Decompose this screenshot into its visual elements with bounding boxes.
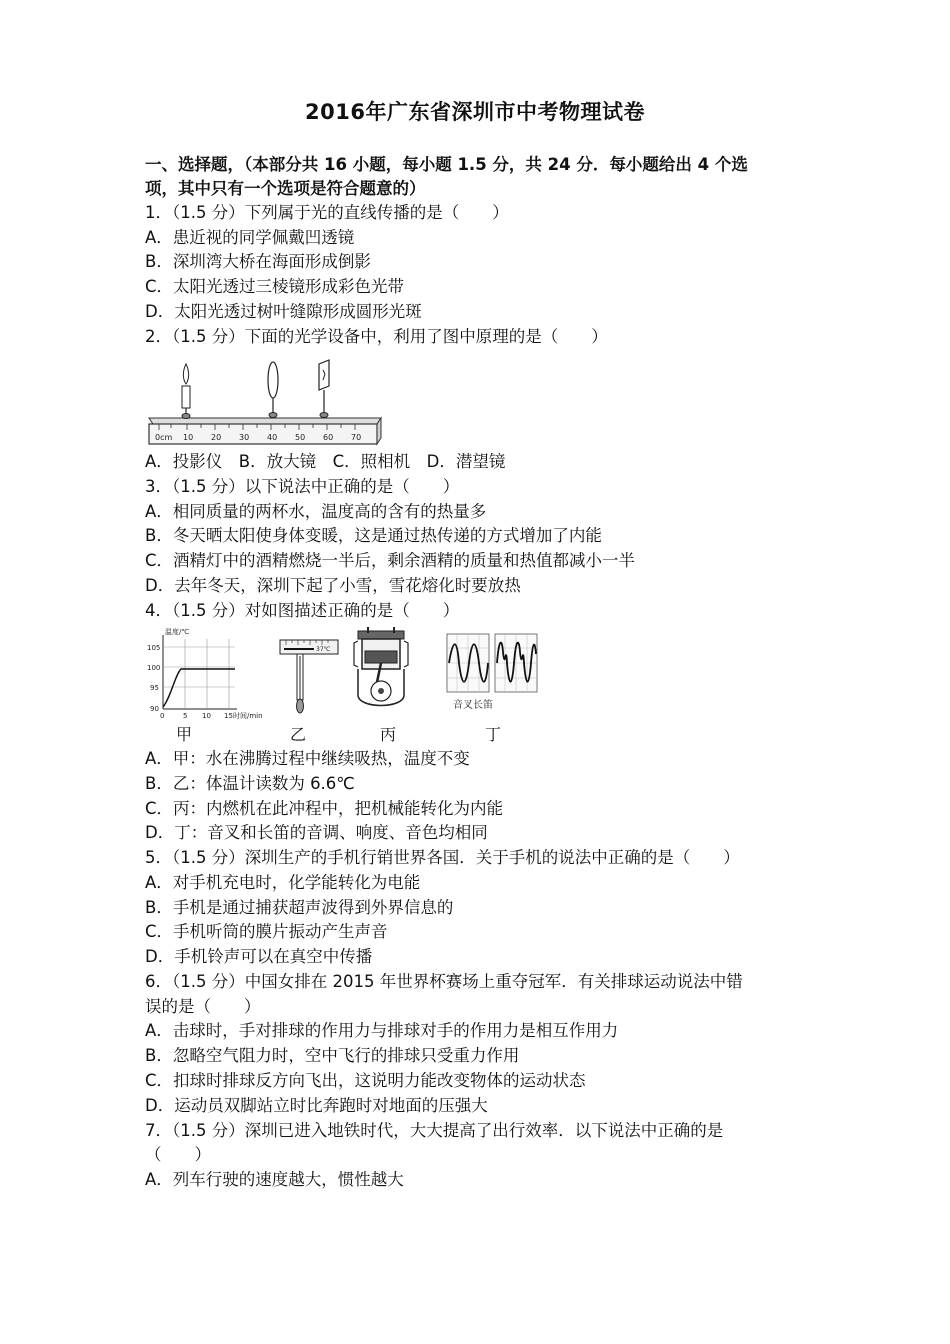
ruler-tick-10: 10: [183, 433, 194, 442]
q3-option-d: D．去年冬天，深圳下起了小雪，雪花熔化时要放热: [145, 576, 521, 595]
q4-option-d: D．丁：音叉和长笛的音调、响度、音色均相同: [145, 823, 488, 842]
q7-stem-line1: 7．（1.5 分）深圳已进入地铁时代，大大提高了出行效率．以下说法中正确的是: [145, 1121, 724, 1140]
tuning-fork-waveform: [447, 634, 489, 692]
q7-stem-line2: （ ）: [145, 1145, 211, 1164]
ruler: [149, 418, 381, 444]
q1-option-b: B．深圳湾大桥在海面形成倒影: [145, 252, 371, 271]
candle-icon: [182, 364, 190, 419]
light-screen-icon: [319, 360, 329, 418]
q1-option-c: C．太阳光透过三棱镜形成彩色光带: [145, 277, 405, 296]
graph-ytick-100: 100: [147, 664, 161, 672]
ruler-tick-40: 40: [267, 433, 278, 442]
graph-ytick-95: 95: [150, 684, 159, 692]
graph-xtick-0: 0: [160, 712, 165, 720]
q1-option-d: D．太阳光透过树叶缝隙形成圆形光斑: [145, 302, 422, 321]
q4-stem: 4．（1.5 分）对如图描述正确的是（ ）: [145, 601, 460, 620]
graph-xlabel: 时间/min: [233, 712, 263, 720]
ruler-tick-20: 20: [211, 433, 222, 442]
graph-xtick-15: 15: [224, 712, 233, 720]
flute-waveform: [495, 634, 537, 692]
ruler-tick-50: 50: [295, 433, 306, 442]
graph-xtick-5: 5: [183, 712, 188, 720]
page-title: 2016年广东省深圳市中考物理试卷: [305, 100, 645, 124]
caption-bing: 丙: [380, 725, 397, 744]
q6-option-b: B．忽略空气阻力时，空中飞行的排球只受重力作用: [145, 1046, 520, 1065]
internal-combustion-engine-figure: [350, 625, 412, 715]
ruler-tick-60: 60: [323, 433, 334, 442]
graph-ylabel: 温度/℃: [165, 628, 190, 636]
caption-jia: 甲: [176, 725, 193, 744]
q4-option-b: B．乙：体温计读数为 6.6℃: [145, 774, 355, 793]
clinical-thermometer-figure: [278, 632, 340, 717]
caption-ding: 丁: [485, 725, 502, 744]
q4-option-a: A．甲：水在沸腾过程中继续吸热，温度不变: [145, 749, 470, 768]
q4-option-c: C．丙：内燃机在此冲程中，把机械能转化为内能: [145, 799, 504, 818]
q2-options: A．投影仪 B．放大镜 C．照相机 D．潜望镜: [145, 452, 506, 471]
q6-option-d: D．运动员双脚站立时比奔跑时对地面的压强大: [145, 1096, 488, 1115]
optical-bench-figure: [145, 358, 385, 450]
graph-xtick-10: 10: [202, 712, 211, 720]
q6-stem-line1: 6．（1.5 分）中国女排在 2015 年世界杯赛场上重夺冠军．有关排球运动说法中错: [145, 972, 743, 991]
q5-option-c: C．手机听筒的膜片振动产生声音: [145, 922, 388, 941]
q1-option-a: A．患近视的同学佩戴凹透镜: [145, 228, 355, 247]
graph-ytick-90: 90: [150, 705, 159, 713]
ruler-tick-70: 70: [351, 433, 362, 442]
q3-option-a: A．相同质量的两杯水，温度高的含有的热量多: [145, 502, 487, 521]
q1-stem: 1．（1.5 分）下列属于光的直线传播的是（ ）: [145, 203, 509, 222]
thermometer-reading-label: 37℃: [316, 646, 331, 653]
q5-option-d: D．手机铃声可以在真空中传播: [145, 947, 373, 966]
caption-yi: 乙: [290, 725, 307, 744]
ruler-tick-0: 0cm: [155, 433, 173, 442]
temperature-time-graph: [145, 625, 270, 720]
convex-lens-icon: [268, 362, 278, 418]
section-heading-line1: 一、选择题，（本部分共 16 小题，每小题 1.5 分，共 24 分．每小题给出 4 个选: [145, 155, 748, 174]
sound-waveform-figure: [445, 632, 540, 714]
q6-option-a: A．击球时，手对排球的作用力与排球对手的作用力是相互作用力: [145, 1021, 619, 1040]
q3-option-b: B．冬天晒太阳使身体变暖，这是通过热传递的方式增加了内能: [145, 526, 602, 545]
q3-stem: 3．（1.5 分）以下说法中正确的是（ ）: [145, 477, 460, 496]
q6-option-c: C．扣球时排球反方向飞出，这说明力能改变物体的运动状态: [145, 1071, 586, 1090]
q3-option-c: C．酒精灯中的酒精燃烧一半后，剩余酒精的质量和热值都减小一半: [145, 551, 636, 570]
graph-ytick-105: 105: [147, 644, 161, 652]
q5-stem: 5．（1.5 分）深圳生产的手机行销世界各国．关于手机的说法中正确的是（ ）: [145, 848, 740, 867]
q5-option-b: B．手机是通过捕获超声波得到外界信息的: [145, 898, 454, 917]
ruler-tick-30: 30: [239, 433, 250, 442]
q6-stem-line2: 误的是（ ）: [145, 997, 261, 1016]
waveform-label: 音叉长笛: [453, 700, 493, 711]
section-heading-line2: 项，其中只有一个选项是符合题意的）: [145, 179, 426, 198]
q5-option-a: A．对手机充电时，化学能转化为电能: [145, 873, 421, 892]
boiling-curve: [163, 669, 235, 707]
q7-option-a: A．列车行驶的速度越大，惯性越大: [145, 1170, 404, 1189]
q2-stem: 2．（1.5 分）下面的光学设备中，利用了图中原理的是（ ）: [145, 327, 608, 346]
